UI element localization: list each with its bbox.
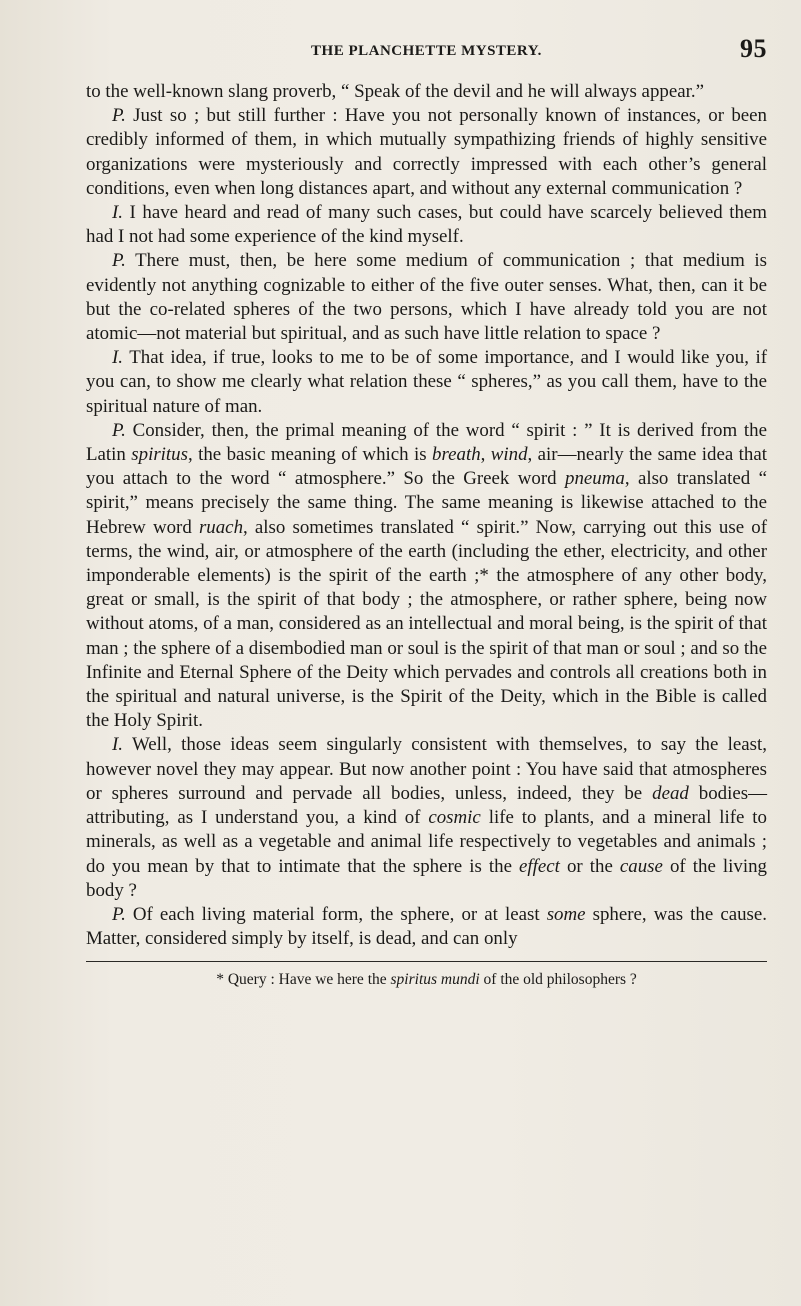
running-head [86,36,767,66]
text-run: Well, those ideas seem singularly consistent with themselves, to say the least, however novel they may appear. But now another point : You have said that atmospheres or spheres surround and pervade all bodies, unless, indeed, they be [86,734,767,804]
text-run: to the well-known slang proverb, “ Speak of the devil and he will always appear.” [86,81,704,102]
speaker-label: P. [112,250,126,272]
paragraph [86,733,767,902]
text-run: There must, then, be here some medium of communication ; that medium is evidently not anything cognizable to either of the five outer senses. What, then, can it be but the co-related spheres of the two persons, which I have already told you are not atomic—not material but spiritual, and as such have little relation to space ? [86,250,767,345]
text-run: Just so ; but still further : Have you not personally known of instances, or been credibly informed of them, in which mutually sympathizing friends of highly sensitive organizations were mysteriously and correctly impressed with each other’s general conditions, even when long distances apart, and without any external communication ? [86,105,767,199]
italic-term: spiritus [131,444,188,466]
italic-term: pneuma [565,468,625,490]
italic-term: effect [519,855,560,877]
speaker-label: P. [112,903,126,925]
text-run: That idea, if true, looks to me to be of some importance, and I would like you, if you can, to show me clearly what relation these “ spheres,” as you call them, have to the spiritual nature of man. [86,347,767,417]
paragraph [86,419,767,734]
text-run: , also translated “ spirit,” means precisely the same thing. The same meaning is likewise attached to the Hebrew word [86,468,768,538]
footnote-rule [86,961,767,962]
italic-term: some [546,903,586,925]
text-run: of the living body ? [86,855,767,901]
text-run: or the [559,855,620,877]
text-run: Of each living material form, the sphere, or at least [125,903,547,925]
speaker-label: I. [112,734,124,756]
speaker-label: I. [112,202,124,224]
paragraph [86,346,767,419]
italic-term: cause [619,855,663,877]
footnote [86,970,767,990]
speaker-label: I. [112,347,124,369]
italic-term: dead [652,782,689,804]
text-run: * Query : Have we here the [216,971,391,989]
speaker-label: P. [112,105,126,127]
paragraph [86,249,767,346]
italic-term: spiritus mundi [390,971,480,989]
text-run: , air—nearly the same idea that you attach to the word “ atmosphere.” So the Greek word [86,444,767,490]
paragraph [86,104,767,201]
text-run: , [480,444,491,466]
text-run: bodies—attributing, as I understand you, a kind of [86,782,767,829]
text-run: I have heard and read of many such cases, but could have scarcely believed them had I not had some experience of the kind myself. [86,202,767,248]
italic-term: wind [490,444,528,466]
paragraph [86,903,767,951]
italic-term: ruach [198,516,244,538]
body-text [86,80,767,951]
text-run: Consider, then, the primal meaning of the word “ spirit : ” It is derived from the Latin [86,419,767,466]
text-run: of the old philosophers ? [479,971,637,989]
italic-term: cosmic [428,807,481,829]
paragraph [86,201,767,249]
speaker-label: P. [112,419,126,441]
text-run: life to plants, and a mineral life to minerals, as well as a vegetable and animal life respectively to vegetables and animals ; do you mean by that to intimate that the sphere is the [86,807,767,877]
page-number: 95 [740,34,767,63]
text-run: , the basic meaning of which is [187,444,433,466]
text-run: sphere, was the cause. Matter, considered simply by itself, is dead, and can only [86,903,767,950]
running-head-title: THE PLANCHETTE MYSTERY. [311,43,542,59]
italic-term: breath [432,444,481,466]
paragraph [86,80,767,104]
text-run: , also sometimes translated “ spirit.” Now, carrying out this use of terms, the wind, air, or atmosphere of the earth (including the ether, electricity, and other imponderable elements) is the spirit of the earth ;* the atmosphere of any other body, great or small, is the spirit of that body ; the atmosphere, or rather sphere, being now without atoms, of a man, considered as an intellectual and moral being, is the spirit of that man ; the sphere of a disembodied man or soul is the spirit of that man or soul ; and so the Infinite and Eternal Sphere of the Deity which pervades and controls all creations both in the spiritual and natural universe, is the Spirit of the Deity, which in the Bible is called the Holy Spirit. [86,516,767,732]
